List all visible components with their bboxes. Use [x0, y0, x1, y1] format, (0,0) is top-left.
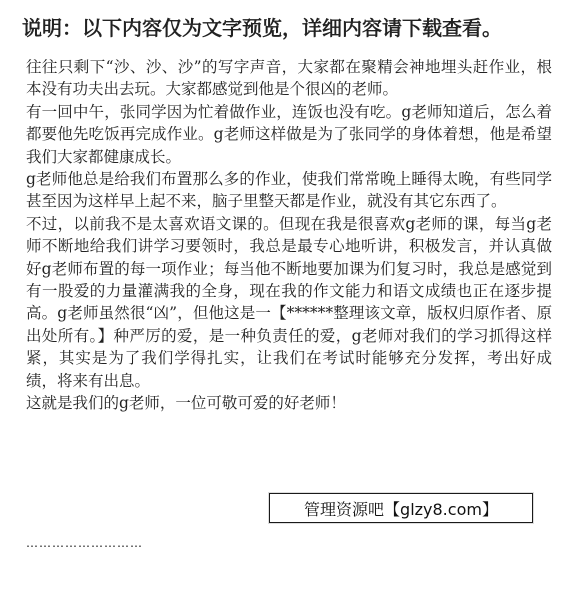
paragraph-2: 有一回中午，张同学因为忙着做作业，连饭也没有吃。g老师知道后，怎么着都要他先吃饭再完成作业。g老师这样做是为了张同学的身体着想，他是希望我们大家都健康成长。 [26, 102, 552, 166]
truncation-ellipsis: ……………………… [26, 536, 143, 550]
site-watermark: 管理资源吧【glzy8.com】 [269, 493, 533, 523]
paragraph-1: 往往只剩下“沙、沙、沙”的写字声音，大家都在聚精会神地埋头赶作业，根本没有功夫出去玩。大家都感觉到他是个很凶的老师。 [26, 58, 552, 99]
paragraph-5: 这就是我们的g老师，一位可敬可爱的好老师！ [26, 394, 346, 413]
document-body [26, 56, 552, 415]
paragraph-4: 不过，以前我不是太喜欢语文课的。但现在我是很喜欢g老师的课，每当g老师不断地给我们讲学习要领时，我总是最专心地听讲，积极发言，并认真做好g老师布置的每一项作业；每当他不断地要加课为们复习时，我总是感觉到有一股爱的力量灌满我的全身，现在我的作文能力和语文成绩也正在逐步提高。g老师虽然很“凶”，但他这是一【******整理该文章，版权归原作者、原出处所有。】种严厉的爱，是一种负责任的爱，g老师对我们的学习抓得这样紧，其实是为了我们学得扎实，让我们在考试时能够充分发挥，考出好成绩，将来有出息。 [26, 214, 552, 390]
preview-notice: 说明：以下内容仅为文字预览，详细内容请下载查看。 [22, 16, 502, 40]
paragraph-3: g老师他总是给我们布置那么多的作业，使我们常常晚上睡得太晚，有些同学甚至因为这样早上起不来，脑子里整天都是作业，就没有其它东西了。 [26, 170, 552, 211]
